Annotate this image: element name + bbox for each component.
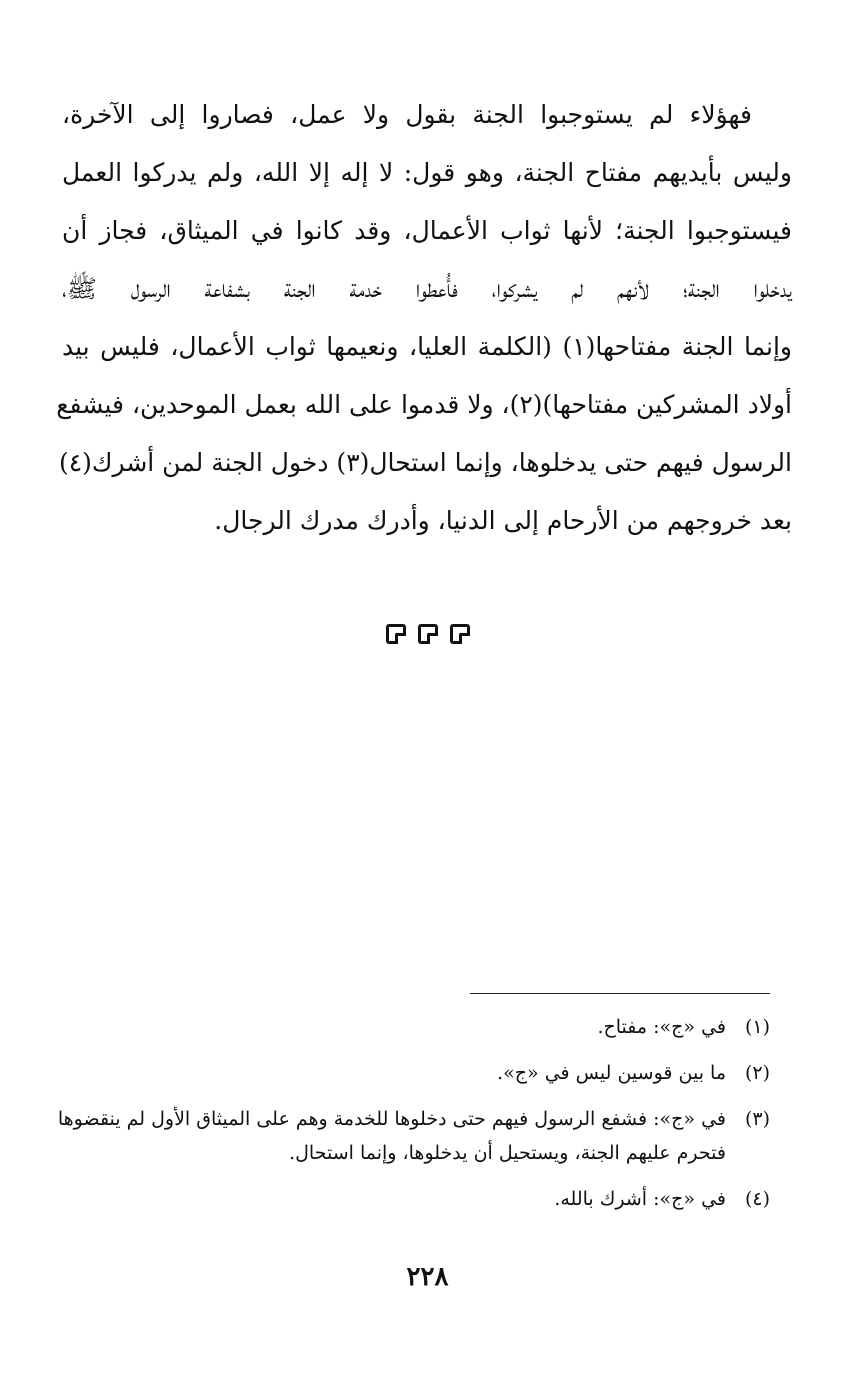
footnote-text: ما بين قوسين ليس في «ج».: [497, 1062, 726, 1084]
footnote-number: (٤): [744, 1188, 770, 1210]
page-number: ٢٢٨: [406, 1262, 449, 1292]
footnote-text: في «ج»: فشفع الرسول فيهم حتى دخلوها للخدمة وهم على الميثاق الأول لم ينقضوها فتحرم عليهم الجنة، ويستحيل أن يدخلوها، وإنما استحال.: [57, 1108, 726, 1164]
footnote: [50, 1102, 770, 1170]
footnote: [50, 1182, 770, 1216]
square-ornament-icon: [418, 624, 438, 644]
text-line: الرسول فيهم حتى يدخلوها، وإنما استحال(٣) دخول الجنة لمن أشرك(٤): [58, 448, 792, 477]
square-ornament-icon: [450, 624, 470, 644]
square-ornament-icon: [386, 624, 406, 644]
text-line: بعد خروجهم من الأرحام إلى الدنيا، وأدرك مدرك الرجال.: [214, 506, 792, 535]
footnote-separator: [470, 993, 770, 994]
footnote: [50, 1010, 770, 1044]
footnotes: [50, 1010, 770, 1228]
text-line: أولاد المشركين مفتاحها)(٢)، ولا قدموا على الله بعمل الموحدين، فيشفع: [56, 390, 792, 419]
footnote-text: في «ج»: أشرك بالله.: [554, 1188, 726, 1210]
footnote: [50, 1056, 770, 1090]
text-line: فهؤلاء لم يستوجبوا الجنة بقول ولا عمل، فصاروا إلى الآخرة،: [62, 100, 752, 129]
section-divider-ornament: [0, 624, 855, 644]
text-line: وليس بأيديهم مفتاح الجنة، وهو قول: لا إله إلا الله، ولم يدركوا العمل: [62, 158, 792, 187]
footnote-number: (٣): [744, 1108, 770, 1130]
main-text: [56, 86, 793, 550]
text-line: وإنما الجنة مفتاحها(١) (الكلمة العليا، ونعيمها ثواب الأعمال، فليس بيد: [62, 332, 793, 361]
footnote-text: في «ج»: مفتاح.: [597, 1016, 726, 1038]
footnote-number: (٢): [744, 1062, 770, 1084]
text-line: فيستوجبوا الجنة؛ لأنها ثواب الأعمال، وقد كانوا في الميثاق، فجاز أن: [62, 216, 792, 245]
text-line: يدخلوا الجنة؛ لأنهم لم يشركوا، فأُعطوا خدمة الجنة بشفاعة الرسول ﷺ،: [62, 274, 792, 303]
footnote-number: (١): [744, 1016, 770, 1038]
